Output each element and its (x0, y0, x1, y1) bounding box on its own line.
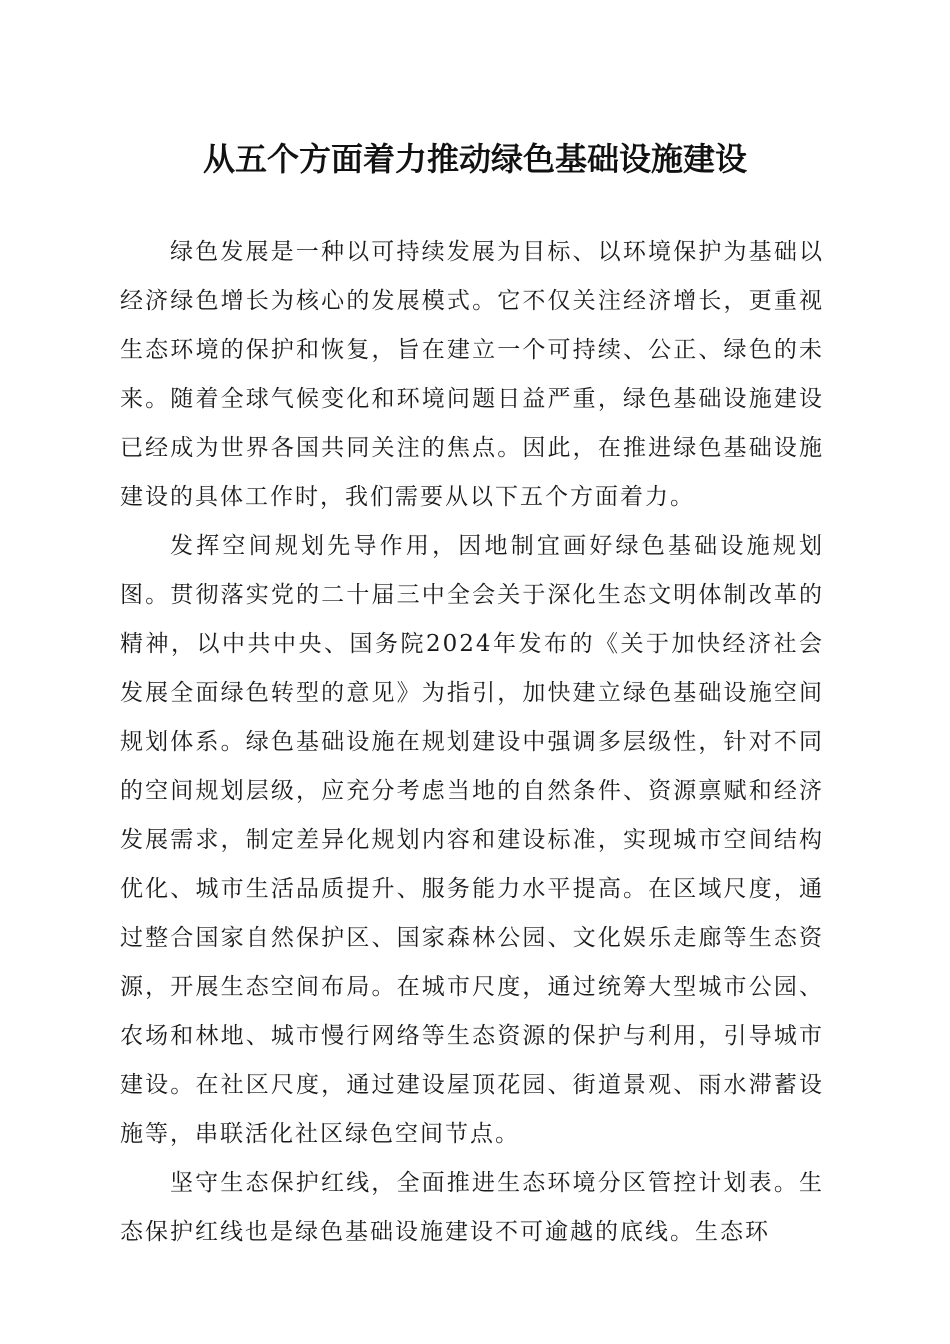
paragraph-ecological-redline: 坚守生态保护红线，全面推进生态环境分区管控计划表。生态保护红线也是绿色基础设施建设不可逾越的底线。生态环 (120, 1170, 824, 1245)
paragraph-spatial-planning: 发挥空间规划先导作用，因地制宜画好绿色基础设施规划图。贯彻落实党的二十届三中全会关于深化生态文明体制改革的精神，以中共中央、国务院2024年发布的《关于加快经济社会发展全面绿色转型的意见》为指引，加快建立绿色基础设施空间规划体系。绿色基础设施在规划建设中强调多层级性，针对不同的空间规划层级，应充分考虑当地的自然条件、资源禀赋和经济发展需求，制定差异化规划内容和建设标准，实现城市空间结构优化、城市生活品质提升、服务能力水平提高。在区域尺度，通过整合国家自然保护区、国家森林公园、文化娱乐走廊等生态资源，开展生态空间布局。在城市尺度，通过统筹大型城市公园、农场和林地、城市慢行网络等生态资源的保护与利用，引导城市建设。在社区尺度，通过建设屋顶花园、街道景观、雨水滞蓄设施等，串联活化社区绿色空间节点。 (120, 533, 824, 1147)
document-title: 从五个方面着力推动绿色基础设施建设 (202, 140, 747, 178)
paragraph-intro: 绿色发展是一种以可持续发展为目标、以环境保护为基础以经济绿色增长为核心的发展模式。它不仅关注经济增长，更重视生态环境的保护和恢复，旨在建立一个可持续、公正、绿色的未来。随着全球气候变化和环境问题日益严重，绿色基础设施建设已经成为世界各国共同关注的焦点。因此，在推进绿色基础设施建设的具体工作时，我们需要从以下五个方面着力。 (120, 239, 824, 510)
document-body (120, 228, 824, 1257)
